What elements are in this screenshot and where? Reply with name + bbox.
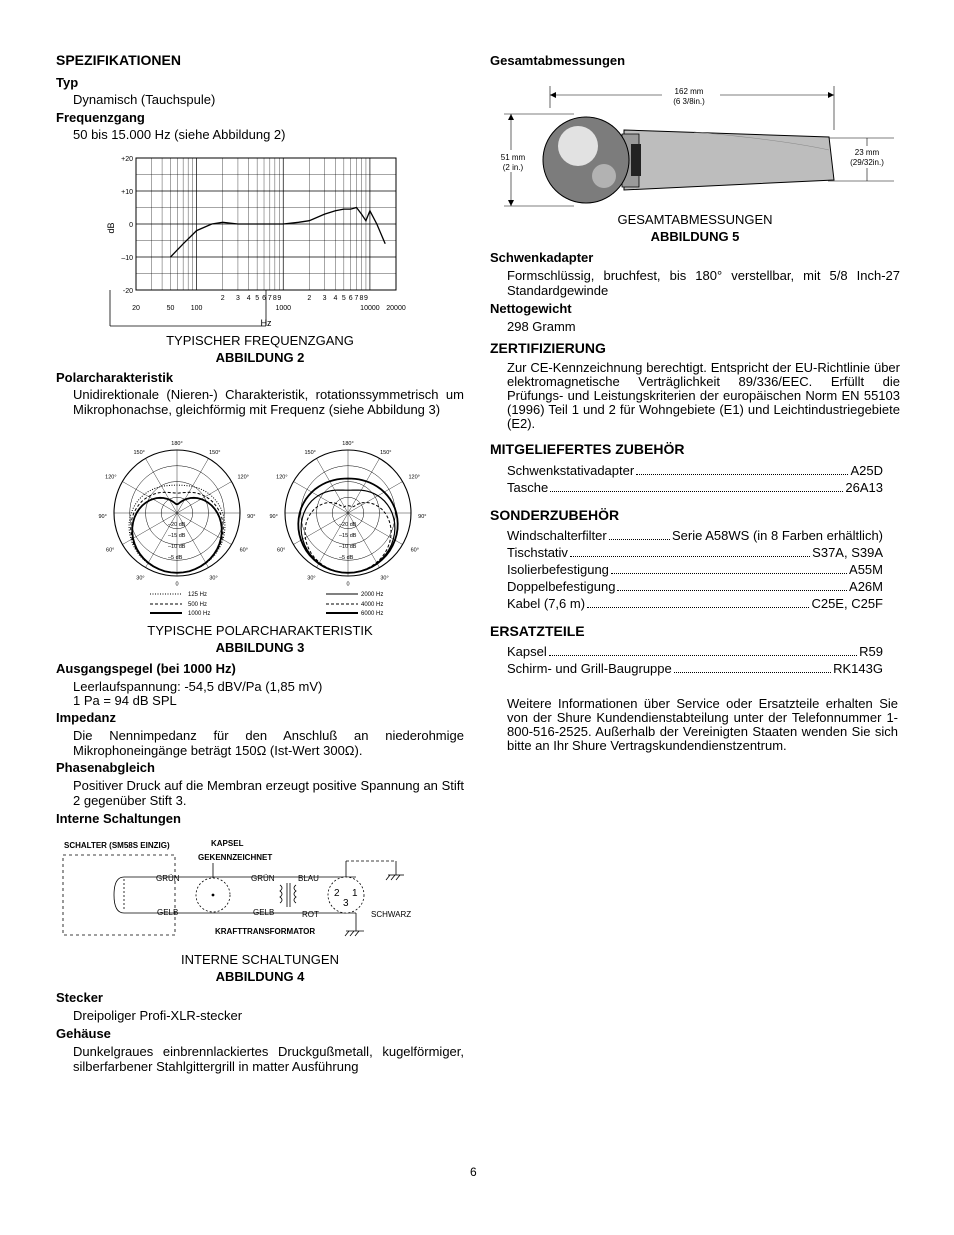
freq-y-tick: -20 [122, 288, 133, 295]
freq-x-tick: 1000 [275, 305, 292, 312]
dim-diameter-inch: (2 in.) [502, 163, 524, 172]
polar-diagrams [95, 435, 435, 620]
supplied-item-name: Tasche [507, 480, 549, 495]
wiring-diagram [56, 835, 436, 945]
polar-angle-label: 120° [237, 474, 249, 481]
phase-value: Positiver Druck auf die Membran erzeugt positive Spannung an Stift 2 gegenüber Stift 3. [73, 778, 464, 808]
dim-end-inch: (29/32in.) [850, 158, 884, 167]
polar-legend-left [150, 592, 210, 617]
dot-leader [617, 590, 847, 591]
dim-diameter: 51 mm [500, 153, 526, 162]
pin-3: 3 [343, 898, 349, 909]
parts-item-name: Schirm- und Grill-Baugruppe [507, 661, 672, 676]
supplied-item-name: Schwenkstativadapter [507, 463, 635, 478]
typ-value: Dynamisch (Tauchspule) [73, 92, 216, 107]
output-value-2: 1 Pa = 94 dB SPL [73, 693, 177, 708]
polar-angle-label: 90° [418, 514, 427, 521]
optional-item-row [507, 562, 883, 579]
freq-x-tick: 6 [262, 295, 266, 302]
polar-angle-label: 30° [209, 575, 218, 582]
freq-x-tick: 8 [272, 295, 277, 302]
wire-gelb-2: GELB [253, 908, 275, 917]
dims-label: Gesamtabmessungen [490, 53, 626, 68]
dim-length-inch: (6 3/8in.) [673, 97, 705, 106]
weight-label: Nettogewicht [490, 301, 572, 316]
polar-angle-label: 150° [380, 449, 392, 456]
legend-125hz: 125 Hz [188, 592, 208, 598]
dim-end: 23 mm [854, 148, 880, 157]
polar-angle-label: 30° [380, 575, 389, 582]
fig4-caption-text: INTERNE SCHALTUNGEN [181, 952, 339, 967]
polar-angle-label: 90° [98, 514, 107, 521]
polar-angle-label: 60° [106, 547, 115, 554]
service-text: Weitere Informationen über Service oder Ersatzteile erhalten Sie von der Shure Kundendienstabteilung unter der Telefonnummer 1-800-516-2525. Außerhalb der Vereinigten Staaten wenden Sie sich bitte an Ihr Shure Vertragskundendienstzentrum. [507, 696, 898, 753]
dot-leader [587, 607, 809, 608]
polar-ring-label: –10 dB [339, 544, 357, 550]
parts-item-row [507, 644, 883, 661]
output-impedance-specs [56, 661, 464, 827]
figure-2-caption [56, 332, 464, 366]
freq-x-tick: 20 [132, 305, 140, 312]
typ-label: Typ [56, 75, 79, 90]
freq-x-tick: 2 [220, 295, 225, 302]
polar-angle-label: 90° [247, 514, 256, 521]
plug-housing-specs [56, 990, 464, 1074]
optional-item-name: Kabel (7,6 m) [507, 596, 586, 611]
microphone-icon [543, 117, 834, 203]
polar-diagram-right [269, 441, 426, 587]
dot-leader [674, 672, 831, 673]
ground-symbol-bottom [345, 931, 364, 936]
optional-item-name: Tischstativ [507, 545, 568, 560]
mount-label: Schwenkadapter [490, 250, 594, 265]
freq-y-tick: +20 [121, 156, 133, 163]
polar-ring-label: –5 dB [168, 555, 183, 561]
parts-list [490, 644, 883, 678]
fig2-number: ABBILDUNG 2 [215, 350, 305, 365]
polar-angle-label: 90° [269, 514, 278, 521]
freq-y-tick: 0 [129, 222, 133, 229]
freq-x-axis-label: Hz [260, 318, 272, 328]
optional-item-code: Serie A58WS (in 8 Farben erhältlich) [672, 528, 883, 543]
supplied-item-row [507, 463, 883, 480]
supplied-title: MITGELIEFERTES ZUBEHÖR [490, 441, 685, 457]
freq-grid [110, 158, 396, 326]
pin-2: 2 [334, 888, 340, 899]
polar-label: Polarcharakteristik [56, 370, 174, 385]
optional-item-name: Windschalterfilter [507, 528, 607, 543]
parts-item-row [507, 661, 883, 678]
dot-leader [611, 573, 847, 574]
polar-ring-label: –10 dB [168, 544, 186, 550]
polar-angle-label: 150° [133, 449, 145, 456]
page-number: 6 [470, 1165, 477, 1179]
freq-x-tick: 7 [267, 295, 272, 302]
polar-ring-label: –15 dB [168, 533, 186, 539]
transformer-label: KRAFTTRANSFORMATOR [215, 927, 316, 936]
polar-ring-label: –15 dB [339, 533, 357, 539]
polar-angle-label: 120° [105, 474, 117, 481]
optional-item-row [507, 545, 883, 562]
fig3-number: ABBILDUNG 3 [215, 640, 305, 655]
ground-symbol-top [386, 875, 404, 880]
parts-item-code: RK143G [833, 661, 883, 676]
microphone-dimensions-drawing [494, 80, 900, 212]
freq-x-tick: 4 [333, 295, 338, 302]
polar-angle-label: 30° [307, 575, 316, 582]
freq-x-tick: 9 [363, 295, 368, 302]
cert-text: Zur CE-Kennzeichnung berechtigt. Entspricht der EU-Richtlinie über elektromagnetische Verträglichkeit 89/336/EEC. Erfüllt die Prüfungs- und Leistungskriterien der europäischen Norm EN 55103 (1996) Teil 1 und 2 für Wohngebiete (E1) und Leichtindustriegebiete (E2). [507, 360, 900, 431]
freq-x-tick: 2 [307, 295, 312, 302]
polar-angle-label: 150° [304, 449, 316, 456]
freq-y-ticks [121, 156, 133, 295]
section-title-spezifikationen: SPEZIFIKATIONEN [56, 52, 181, 68]
optional-item-row [507, 596, 883, 613]
pin-1: 1 [352, 888, 358, 899]
freq-curve [171, 208, 386, 258]
optional-item-code: C25E, C25F [811, 596, 883, 611]
polar-value: Unidirektionale (Nieren-) Charakteristik, rotationssymmetrisch um Mikrophonachse, gleichförmig mit Frequenz (siehe Abbildung 3) [73, 387, 464, 417]
figure-4-caption [56, 951, 464, 985]
dot-leader [636, 474, 848, 475]
freq-x-ticks [132, 295, 406, 312]
freq-x-tick: 4 [246, 295, 251, 302]
polar-ring-label: –20 dB [168, 522, 186, 528]
polar-angle-label: 30° [136, 575, 145, 582]
fig2-caption-text: TYPISCHER FREQUENZGANG [166, 333, 354, 348]
parts-item-name: Kapsel [507, 644, 547, 659]
polar-diagram-left [98, 441, 255, 587]
freq-x-tick: 3 [322, 295, 327, 302]
parts-item-code: R59 [859, 644, 883, 659]
freq-value: 50 bis 15.000 Hz (siehe Abbildung 2) [73, 127, 286, 142]
plug-value: Dreipoliger Profi-XLR-stecker [73, 1008, 243, 1023]
optional-item-name: Doppelbefestigung [507, 579, 616, 594]
legend-2000hz: 2000 Hz [361, 592, 384, 598]
polar-spec [56, 370, 464, 417]
freq-y-tick: +10 [121, 189, 133, 196]
transformer [280, 883, 296, 907]
supplied-item-code: 26A13 [845, 480, 883, 495]
wire-gruen-1: GRÜN [156, 874, 180, 883]
polar-angle-label: 60° [277, 547, 286, 554]
capsule-label-1: KAPSEL [211, 839, 244, 848]
phase-label: Phasenabgleich [56, 760, 155, 775]
optional-item-row [507, 528, 883, 545]
freq-x-tick: 100 [190, 305, 203, 312]
certification-section [490, 340, 900, 431]
dot-leader [570, 556, 810, 557]
polar-ring-label: –5 dB [339, 555, 354, 561]
left-column [56, 50, 464, 142]
polar-angle-label: 120° [408, 474, 420, 481]
parts-section [490, 623, 900, 678]
supplied-section [490, 441, 900, 497]
impedance-label: Impedanz [56, 710, 116, 725]
fig3-caption-text: TYPISCHE POLARCHARAKTERISTIK [147, 623, 373, 638]
polar-ring-label: –20 dB [339, 522, 357, 528]
right-column [490, 50, 900, 68]
freq-x-tick: 20000 [386, 305, 406, 312]
freq-y-axis-label: dB [106, 222, 116, 234]
wire-gruen-2: GRÜN [251, 874, 275, 883]
wire-schwarz: SCHWARZ [371, 910, 412, 919]
figure-3-caption [56, 622, 464, 656]
freq-x-tick: 8 [359, 295, 364, 302]
polar-angle-label: 60° [239, 547, 248, 554]
frequency-response-chart [100, 152, 420, 332]
mount-value: Formschlüssig, bruchfest, bis 180° verstellbar, mit 5/8 Inch-27 Standardgewinde [507, 268, 900, 298]
plug-label: Stecker [56, 990, 103, 1005]
wire-blau: BLAU [298, 874, 319, 883]
freq-x-tick: 6 [348, 295, 353, 302]
polar-angle-label: 180° [342, 441, 354, 448]
impedance-value: Die Nennimpedanz für den Anschluß an niederohmige Mikrophoneingänge beträgt 150Ω (Ist-Wert 300Ω). [73, 728, 464, 758]
housing-value: Dunkelgraues einbrennlackiertes Druckgußmetall, kugelförmiger, silberfarbener Stahlgittergrill in matter Ausführung [73, 1044, 464, 1074]
optional-item-name: Isolierbefestigung [507, 562, 609, 577]
polar-angle-label: 180° [171, 441, 183, 448]
dot-leader [550, 491, 843, 492]
wire-rot: ROT [302, 910, 319, 919]
wiring-label: Interne Schaltungen [56, 811, 181, 826]
polar-angle-label: 0 [175, 581, 179, 588]
wire-gelb-1: GELB [157, 908, 179, 917]
weight-value: 298 Gramm [507, 319, 576, 334]
optional-list [490, 528, 883, 613]
freq-x-tick: 50 [166, 305, 175, 312]
polar-legend-right [326, 592, 383, 617]
output-label: Ausgangspegel (bei 1000 Hz) [56, 661, 236, 676]
dot-leader [549, 655, 857, 656]
housing-label: Gehäuse [56, 1026, 111, 1041]
legend-500hz: 500 Hz [188, 602, 208, 608]
polar-angle-label: 60° [410, 547, 419, 554]
legend-4000hz: 4000 Hz [361, 602, 384, 608]
switch-label: SCHALTER (SM58S EINZIG) [64, 841, 170, 850]
optional-item-code: A55M [849, 562, 883, 577]
freq-x-tick: 5 [341, 295, 346, 302]
optional-section [490, 507, 900, 613]
figure-5-caption [490, 211, 900, 245]
polar-angle-label: 150° [209, 449, 221, 456]
optional-item-row [507, 579, 883, 596]
freq-x-tick: 10000 [360, 305, 380, 312]
optional-title: SONDERZUBEHÖR [490, 507, 620, 523]
optional-item-code: S37A, S39A [812, 545, 883, 560]
freq-x-tick: 3 [235, 295, 240, 302]
cert-title: ZERTIFIZIERUNG [490, 340, 606, 356]
right-specs [490, 250, 900, 334]
dim-length: 162 mm [674, 87, 704, 96]
fig5-caption-text: GESAMTABMESSUNGEN [617, 212, 773, 227]
freq-x-tick: 7 [354, 295, 359, 302]
optional-item-code: A26M [849, 579, 883, 594]
freq-y-tick: –10 [121, 255, 133, 262]
supplied-item-code: A25D [850, 463, 883, 478]
fig4-number: ABBILDUNG 4 [215, 969, 305, 984]
freq-label: Frequenzgang [56, 110, 145, 125]
polar-angle-label: 0 [346, 581, 350, 588]
freq-x-tick: 5 [255, 295, 260, 302]
legend-6000hz: 6000 Hz [361, 611, 384, 617]
parts-title: ERSATZTEILE [490, 623, 585, 639]
output-value-1: Leerlaufspannung: -54,5 dBV/Pa (1,85 mV) [73, 679, 323, 694]
capsule-label-2: GEKENNZEICHNET [198, 853, 273, 862]
supplied-list [490, 463, 883, 497]
fig5-number: ABBILDUNG 5 [650, 229, 740, 244]
dot-leader [609, 539, 670, 540]
freq-x-tick: 9 [277, 295, 282, 302]
legend-1000hz: 1000 Hz [188, 611, 211, 617]
supplied-item-row [507, 480, 883, 497]
polar-angle-label: 120° [276, 474, 288, 481]
